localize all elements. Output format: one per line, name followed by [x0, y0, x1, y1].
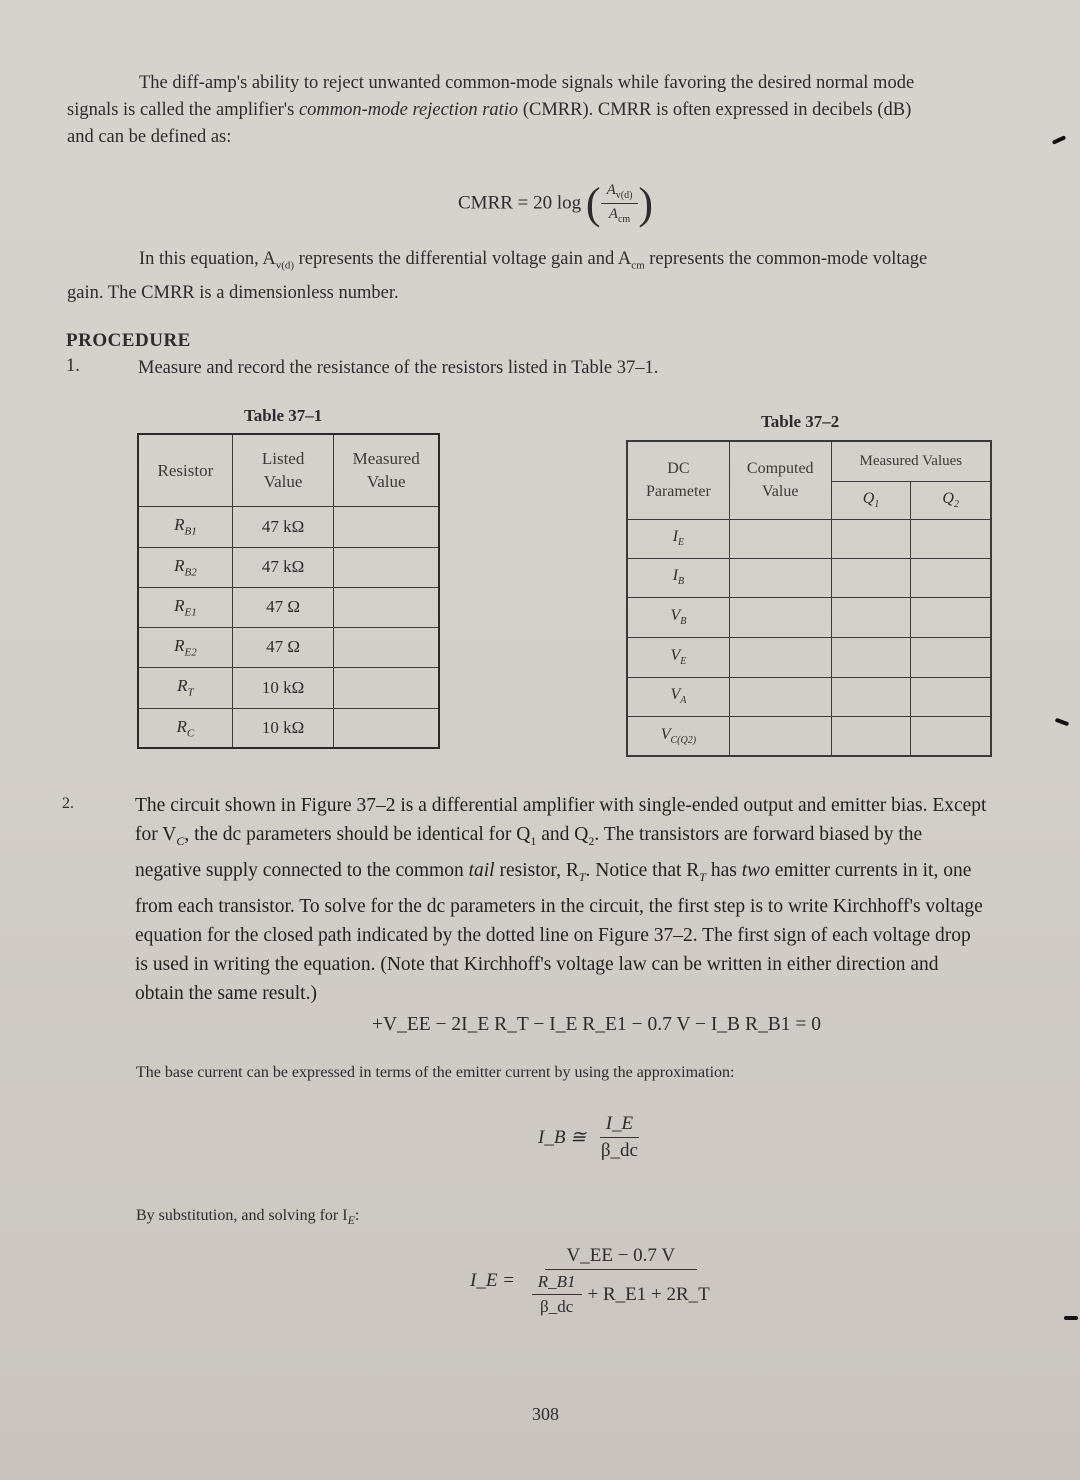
table2-q2-cell[interactable] [911, 716, 991, 756]
ib-approximation [538, 1113, 644, 1162]
edge-mark [1055, 718, 1070, 727]
table1-row [138, 587, 439, 627]
table2-header-dc-parameter: DC Parameter [627, 441, 729, 519]
table2-caption: Table 37–2 [761, 412, 840, 431]
table2-q1-cell[interactable] [831, 558, 911, 597]
table2-computed-cell[interactable] [729, 558, 831, 597]
substitution-text: By substitution, and solving for $I_E$: [136, 1207, 360, 1228]
table1-resistor-cell: $R_{B2}$ [138, 547, 232, 587]
table2-q1-cell[interactable] [831, 716, 911, 756]
table2-header-measured: Measured Values [831, 441, 991, 481]
table2-header-row-1 [627, 441, 991, 481]
table1-measured-cell[interactable] [334, 708, 439, 748]
table2-row [627, 716, 991, 756]
table2-param-cell: $V_E$ [627, 637, 729, 677]
kvl-equation: +V_EE − 2I_E R_T − I_E R_E1 − 0.7 V − I_B R_B1 = 0 [372, 1014, 821, 1035]
step-1-number: 1. [66, 356, 80, 376]
table1-listed-cell: 47 Ω [232, 627, 334, 667]
table2-row [627, 677, 991, 716]
approx-denominator: β_dc [600, 1140, 638, 1161]
table2-computed-cell[interactable] [729, 597, 831, 637]
page-number: 308 [532, 1404, 559, 1424]
approx-numerator: I_E [600, 1113, 639, 1138]
table2-q1-cell[interactable] [831, 519, 911, 558]
table2-param-cell: $I_E$ [627, 519, 729, 558]
table2-q1-cell[interactable] [831, 597, 911, 637]
table1-header-measured: Measured Value [334, 434, 439, 506]
table1-listed-cell: 10 kΩ [232, 667, 334, 708]
base-current-text: The base current can be expressed in terms of the emitter current by using the approximation: [136, 1064, 735, 1081]
table1-row [138, 506, 439, 547]
cmrr-eq-den-sub: cm [617, 214, 631, 225]
intro-text-a: The diff-amp's ability to reject unwanted common-mode signals while favoring the desired normal mode signals is called the amplifier's [67, 73, 915, 120]
table1-listed-cell: 10 kΩ [232, 708, 334, 748]
table1-measured-cell[interactable] [334, 547, 439, 587]
intro2-text-b: represents the differential voltage gain and A [294, 249, 632, 269]
intro-italic-term: common-mode rejection ratio [298, 100, 519, 120]
table1-resistor-cell: $R_C$ [138, 708, 232, 748]
table2-param-cell: $V_{C(Q2)}$ [627, 716, 729, 756]
intro-paragraph-2 [67, 246, 947, 307]
cmrr-eq-num: A [606, 182, 616, 198]
table1-resistor-cell: $R_T$ [138, 667, 232, 708]
ie-equation [470, 1245, 716, 1317]
approx-lhs: I_B ≅ [538, 1127, 587, 1148]
table2-q1-cell[interactable] [831, 677, 911, 716]
table1-header-row [138, 434, 439, 506]
table2-q2-cell[interactable] [911, 558, 991, 597]
table1-row [138, 667, 439, 708]
table-37-1 [137, 433, 440, 749]
cmrr-eq-den: A [608, 206, 618, 222]
table1-row [138, 547, 439, 587]
table1-header-listed: Listed Value [232, 434, 334, 506]
table2-q2-cell[interactable] [911, 519, 991, 558]
ie-lhs: I_E = [470, 1270, 516, 1291]
table2-computed-cell[interactable] [729, 677, 831, 716]
cmrr-eq-num-sub: v(d) [615, 190, 633, 201]
table1-listed-cell: 47 Ω [232, 587, 334, 627]
table-37-2 [626, 440, 992, 757]
table2-q1-cell[interactable] [831, 637, 911, 677]
table1-measured-cell[interactable] [334, 627, 439, 667]
step-2-paragraph: The circuit shown in Figure 37–2 is a differential amplifier with single-ended output and emitter bias. Except for $V_C$, the dc parameters should be identical for $Q_1$ and $Q_2$. The transistors are forward biased by the negative supply connected to the common tail resistor, $R_T$. Notice that $R_T$ has two emitter currents in it, one from each transistor. To solve for the dc parameters in the circuit, the first step is to write Kirchhoff's voltage equation for the closed path indicated by the dotted line on Figure 37–2. The first sign of each voltage drop is used in writing the equation. (Note that Kirchhoff's voltage law can be written in either direction and obtain the same result.) [135, 795, 987, 1004]
table2-q2-cell[interactable] [911, 637, 991, 677]
table1-resistor-cell: $R_{E2}$ [138, 627, 232, 667]
intro-paragraph [67, 70, 937, 151]
table2-row [627, 519, 991, 558]
table1-caption: Table 37–1 [244, 406, 323, 425]
intro2-sub-vd: v(d) [275, 259, 295, 272]
table1-listed-cell: 47 kΩ [232, 506, 334, 547]
table1-measured-cell[interactable] [334, 587, 439, 627]
table2-header-q1: $Q_1$ [831, 481, 911, 519]
table2-param-cell: $V_A$ [627, 677, 729, 716]
table2-header-computed: Computed Value [729, 441, 831, 519]
table1-resistor-cell: $R_{E1}$ [138, 587, 232, 627]
table2-q2-cell[interactable] [911, 677, 991, 716]
ie-numerator: V_EE − 0.7 V [545, 1245, 697, 1270]
table2-row [627, 558, 991, 597]
table2-param-cell: $V_B$ [627, 597, 729, 637]
cmrr-equation: CMRR = 20 log ( $\frac{A_{v(d)}}{A_{cm}}$ ) [458, 179, 654, 228]
table1-listed-cell: 47 kΩ [232, 547, 334, 587]
table1-resistor-cell: $R_{B1}$ [138, 506, 232, 547]
edge-mark [1052, 135, 1066, 145]
intro2-text-c: represents the common-mode voltage gain. The CMRR is a dimensionless number. [67, 249, 928, 303]
cmrr-eq-lhs: CMRR = 20 log [458, 192, 582, 214]
table2-computed-cell[interactable] [729, 637, 831, 677]
table2-header-q2: $Q_2$ [911, 481, 991, 519]
table2-param-cell: $I_B$ [627, 558, 729, 597]
intro2-sub-cm: cm [631, 259, 645, 272]
ie-denominator: $\frac{R\_B1}{\beta\_dc}$ + R_E1 + 2R_T [526, 1270, 716, 1317]
edge-mark [1064, 1316, 1078, 1320]
table2-row [627, 597, 991, 637]
step-1-text: Measure and record the resistance of the resistors listed in Table 37–1. [138, 358, 659, 378]
table1-measured-cell[interactable] [334, 667, 439, 708]
procedure-heading: PROCEDURE [66, 330, 191, 351]
table2-q2-cell[interactable] [911, 597, 991, 637]
step-2-number: 2. [62, 795, 74, 812]
table2-computed-cell[interactable] [729, 716, 831, 756]
table2-row [627, 637, 991, 677]
table1-measured-cell[interactable] [334, 506, 439, 547]
table1-row [138, 708, 439, 748]
table1-header-resistor: Resistor [138, 434, 232, 506]
table2-computed-cell[interactable] [729, 519, 831, 558]
intro-text-b: (CMRR). CMRR is often expressed in decibels (dB) and can be defined as: [67, 100, 912, 147]
table1-row [138, 627, 439, 667]
intro2-text-a: In this equation, A [139, 249, 276, 269]
